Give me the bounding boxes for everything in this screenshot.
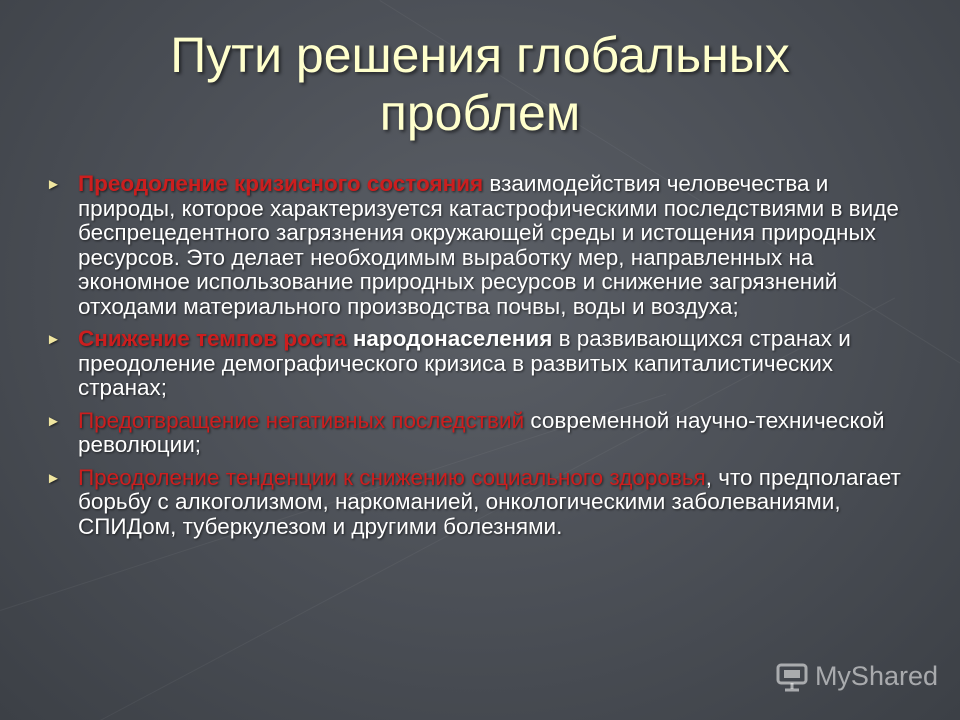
item-text: в развивающихся странах и преодоление демографического кризиса в развитых капиталистических странах; — [78, 326, 851, 400]
slide-title: Пути решения глобальных проблем — [170, 27, 790, 141]
bullet-arrow-icon: ► — [46, 412, 61, 430]
bullet-arrow-icon: ► — [46, 469, 61, 487]
item-highlight: Преодоление тенденции к снижению социального здоровья — [78, 464, 706, 490]
item-highlight: Предотвращение негативных последствий — [78, 407, 525, 433]
bullet-arrow-icon: ► — [46, 176, 61, 193]
list-item — [46, 172, 926, 319]
watermark-text: MyShared — [814, 661, 938, 691]
presentation-icon — [775, 662, 809, 692]
item-text: , что предполагает борьбу с алкоголизмом, наркоманией, онкологическими заболеваниями, СПИДом, туберкулезом и другими болезнями. — [78, 464, 901, 539]
item-text: взаимодействия человечества и природы, которое характеризуется катастрофическими последствиями в виде беспрецедентного загрязнения окружающей среды и истощения природных ресурсов. Это делает необходимым выработку мер, направленных на экономное использование природных ресурсов и снижение загрязнений отходами материального производства почвы, воды и воздуха; — [78, 171, 899, 319]
item-emphasis: народонаселения — [346, 326, 553, 351]
list-item — [46, 466, 926, 540]
bullet-arrow-icon: ► — [46, 331, 61, 348]
watermark[interactable] — [775, 661, 938, 692]
item-highlight: Преодоление кризисного состояния — [78, 171, 484, 196]
list-item — [46, 327, 926, 401]
item-highlight: Снижение темпов роста — [78, 326, 347, 351]
list-item — [46, 409, 926, 458]
item-text: современной научно-технической революции; — [78, 407, 885, 457]
bullet-list — [46, 172, 926, 547]
